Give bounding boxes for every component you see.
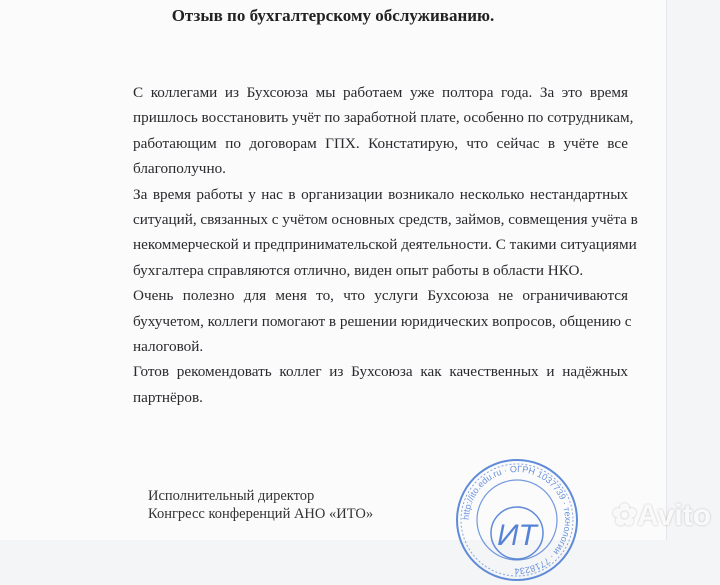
text-line: С коллегами из Бухсоюза мы работаем уже полтора года. За это время — [133, 84, 628, 101]
text-line: некоммерческой и предпринимательской деятельности. С такими ситуациями — [133, 236, 637, 254]
stamp-seal — [452, 455, 582, 585]
document-title: Отзыв по бухгалтерскому обслуживанию. — [171, 6, 495, 25]
text-line: Готов рекомендовать коллег из Бухсоюза как качественных и надёжных — [133, 363, 628, 381]
avito-watermark: ✿Avito — [612, 499, 712, 532]
text-line: ситуаций, связанных с учётом основных средств, займов, совмещения учёта в — [133, 210, 638, 228]
text-line: налоговой. — [133, 337, 204, 355]
stamp-monogram: ИТ — [497, 519, 537, 552]
text-line: благополучно. — [133, 160, 226, 178]
document-body — [133, 80, 638, 410]
text-line: Очень полезно для меня то, что услуги Бухсоюза не ограничиваются — [133, 287, 628, 305]
signer-position: Исполнительный директор — [148, 488, 315, 504]
signer-organization: Конгресс конференций АНО «ИТО» — [148, 506, 374, 522]
paragraph — [133, 359, 628, 410]
paragraph — [133, 283, 632, 359]
text-line: партнёров. — [133, 388, 203, 406]
text-line: пришлось восстановить учёт по заработной плате, особенно по сотрудникам, — [133, 109, 634, 127]
text-line: За время работы у нас в организации возникало несколько нестандартных — [133, 185, 628, 203]
text-line: бухгалтера справляются отлично, виден опыт работы в области НКО. — [133, 261, 584, 279]
text-line: бухучетом, коллеги помогают в решении юридических вопросов, общению с — [133, 312, 632, 330]
signature-block — [148, 487, 373, 523]
text-line: работающим по договорам ГПХ. Констатирую, что сейчас в учёте все — [133, 134, 628, 152]
svg-text:http://ito.edu.ru · ОГРН 10377: http://ito.edu.ru · ОГРН 1037739 · технологии · 7718234 — [460, 463, 574, 577]
paragraph — [133, 80, 634, 182]
paragraph — [133, 182, 638, 284]
